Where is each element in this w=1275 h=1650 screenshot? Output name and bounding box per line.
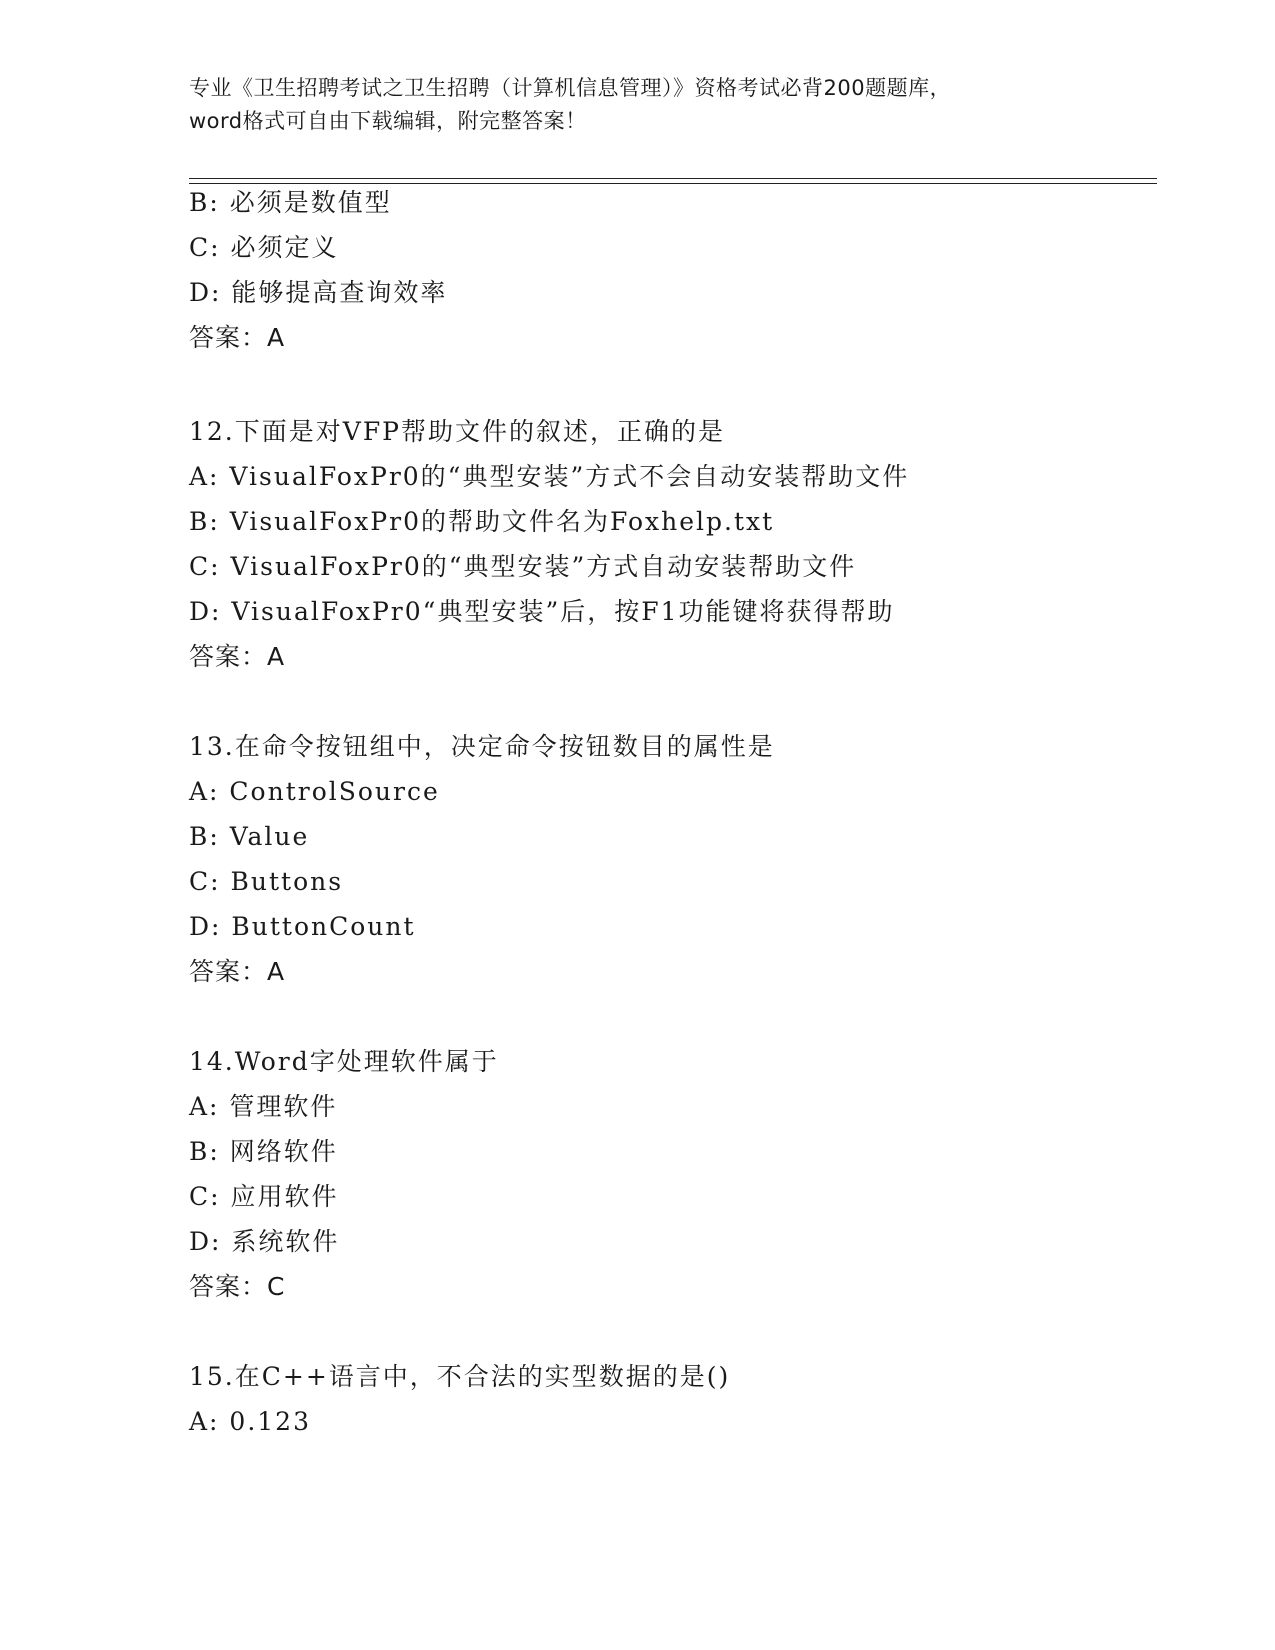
header-divider-top	[189, 178, 1157, 179]
header-line-2: word格式可自由下载编辑，附完整答案！	[189, 109, 587, 133]
option-c: C: Buttons	[189, 867, 344, 896]
answer: 答案：A	[189, 323, 286, 352]
option-c: C: VisualFoxPr0的“典型安装”方式自动安装帮助文件	[189, 552, 857, 581]
option-c: C: 应用软件	[189, 1182, 339, 1211]
document-header	[189, 72, 1089, 138]
question-stem: 15.在C++语言中，不合法的实型数据的是()	[189, 1362, 731, 1391]
question-stem: 13.在命令按钮组中，决定命令按钮数目的属性是	[189, 732, 775, 761]
option-d: D: 系统软件	[189, 1227, 340, 1256]
option-a: A: 0.123	[189, 1407, 311, 1436]
option-a: A: VisualFoxPr0的“典型安装”方式不会自动安装帮助文件	[189, 462, 910, 491]
option-a: A: 管理软件	[189, 1092, 338, 1121]
option-d: D: ButtonCount	[189, 912, 416, 941]
answer: 答案：A	[189, 957, 286, 986]
option-d: D: 能够提高查询效率	[189, 278, 448, 307]
question-stem: 14.Word字处理软件属于	[189, 1047, 499, 1076]
option-c: C: 必须定义	[189, 233, 339, 262]
header-divider-bottom	[189, 183, 1157, 184]
header-line-1: 专业《卫生招聘考试之卫生招聘（计算机信息管理）》资格考试必背200题题库，	[189, 76, 952, 100]
question-stem: 12.下面是对VFP帮助文件的叙述，正确的是	[189, 417, 725, 446]
option-b: B: Value	[189, 822, 310, 851]
option-b: B: 必须是数值型	[189, 188, 392, 217]
option-d: D: VisualFoxPr0“典型安装”后，按F1功能键将获得帮助	[189, 597, 895, 626]
option-b: B: VisualFoxPr0的帮助文件名为Foxhelp.txt	[189, 507, 775, 536]
option-a: A: ControlSource	[189, 777, 440, 806]
option-b: B: 网络软件	[189, 1137, 338, 1166]
answer: 答案：C	[189, 1272, 286, 1301]
answer: 答案：A	[189, 642, 286, 671]
